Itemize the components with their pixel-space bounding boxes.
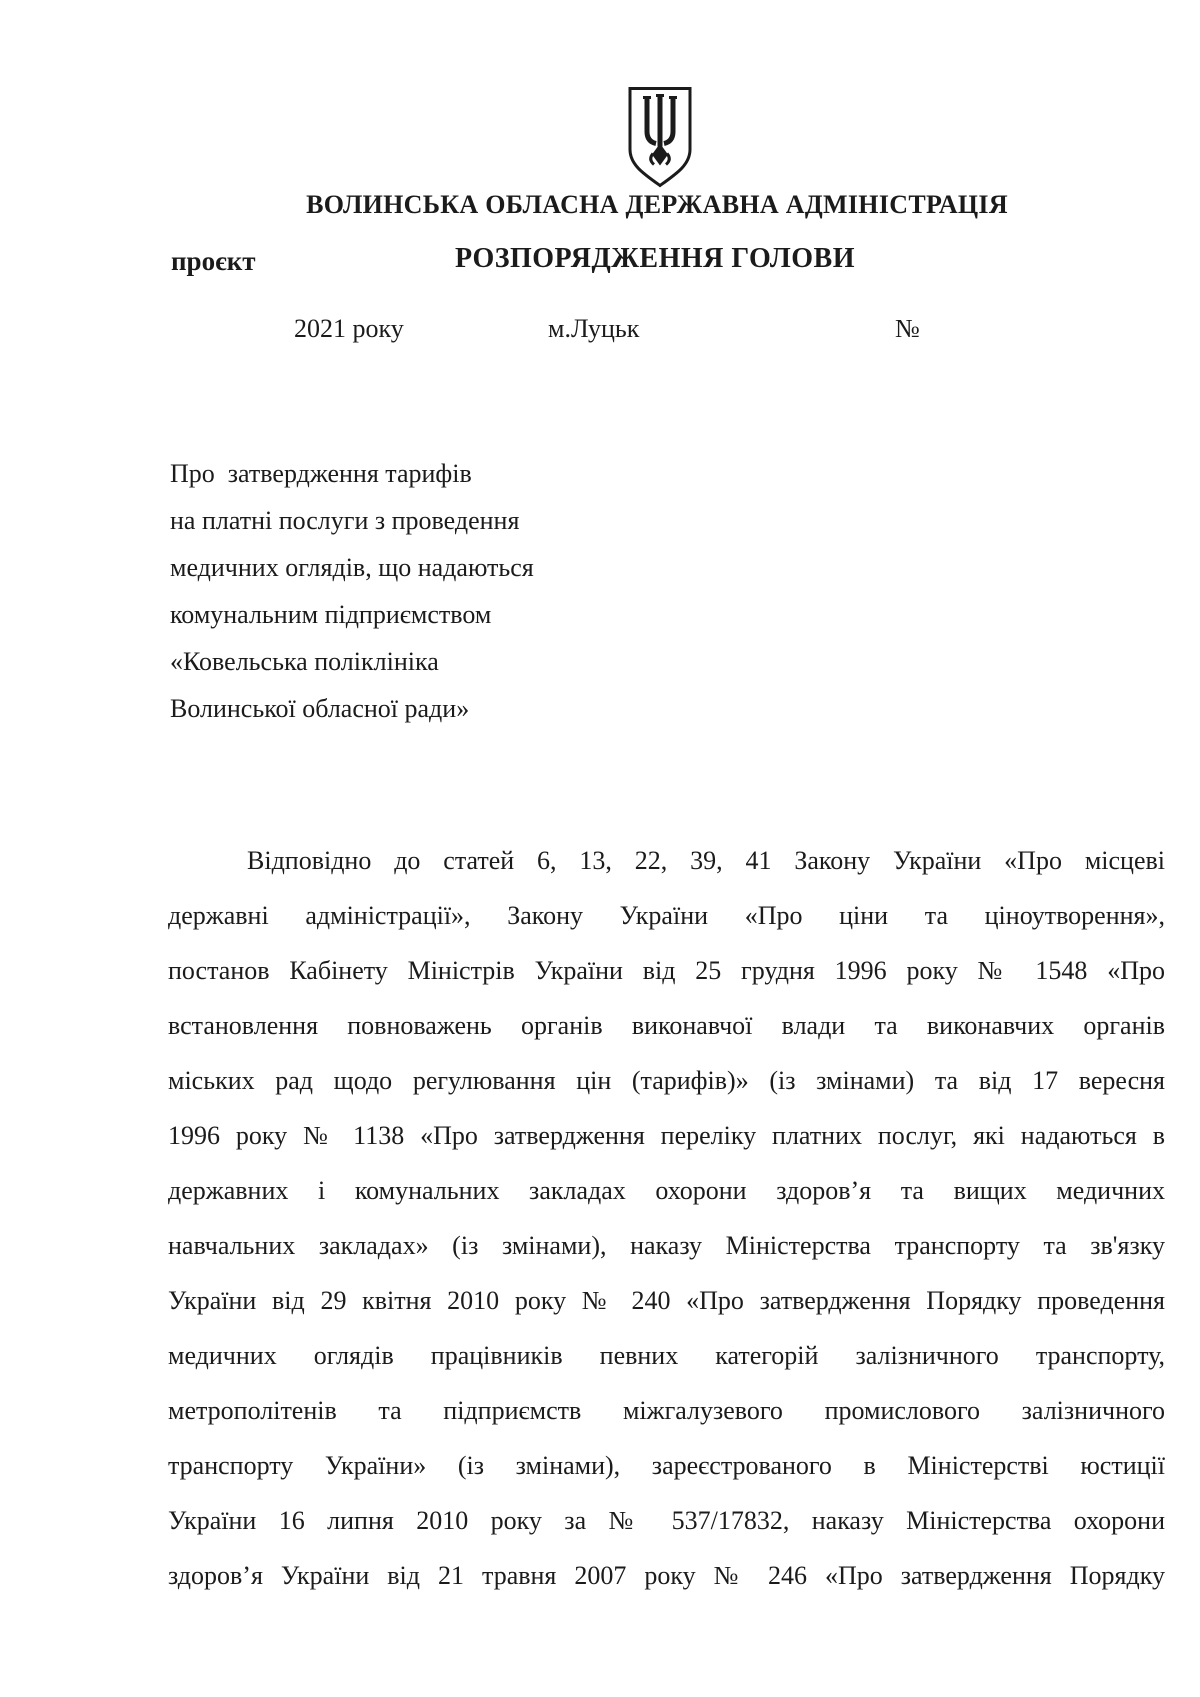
date-line bbox=[0, 314, 1200, 348]
body-line: медичних оглядів працівників певних категорій залізничного транспорту, bbox=[168, 1341, 1165, 1370]
body-line: міських рад щодо регулювання цін (тарифів)» (із змінами) та від 17 вересня bbox=[168, 1066, 1165, 1095]
subject-line: медичних оглядів, що надаються bbox=[170, 553, 534, 582]
body-line: державні адміністрації», Закону України «Про ціни та ціноутворення», bbox=[168, 901, 1165, 930]
body-line: 1996 року № 1138 «Про затвердження переліку платних послуг, які надаються в bbox=[168, 1121, 1165, 1150]
date-year-text: 2021 року bbox=[294, 314, 404, 343]
subject-line: на платні послуги з проведення bbox=[170, 506, 520, 535]
body-line: України 16 липня 2010 року за № 537/17832, наказу Міністерства охорони bbox=[168, 1506, 1165, 1535]
doc-type-title: РОЗПОРЯДЖЕННЯ ГОЛОВИ bbox=[455, 243, 855, 274]
body-line: Відповідно до статей 6, 13, 22, 39, 41 Закону України «Про місцеві bbox=[247, 846, 1165, 875]
body-line: встановлення повноважень органів виконавчої влади та виконавчих органів bbox=[168, 1011, 1165, 1040]
body-line: постанов Кабінету Міністрів України від 25 грудня 1996 року № 1548 «Про bbox=[168, 956, 1165, 985]
body-line: метрополітенів та підприємств міжгалузевого промислового залізничного bbox=[168, 1396, 1165, 1425]
draft-label: проєкт bbox=[171, 246, 256, 276]
subject-line: комунальним підприємством bbox=[170, 600, 492, 629]
place-city-text: м.Луцьк bbox=[548, 314, 640, 343]
org-name-heading: ВОЛИНСЬКА ОБЛАСНА ДЕРЖАВНА АДМІНІСТРАЦІЯ bbox=[306, 190, 1008, 219]
body-line: транспорту України» (із змінами), зареєстрованого в Міністерстві юстиції bbox=[168, 1451, 1165, 1480]
subject-line: «Ковельська поліклініка bbox=[170, 647, 439, 676]
coat-of-arms-ukraine-icon bbox=[626, 86, 694, 189]
subject-block bbox=[170, 450, 534, 732]
subject-line: Волинської обласної ради» bbox=[170, 694, 470, 723]
subject-line: Про затвердження тарифів bbox=[170, 459, 472, 488]
body-line: державних і комунальних закладах охорони здоров’я та вищих медичних bbox=[168, 1176, 1165, 1205]
body-line: здоров’я України від 21 травня 2007 року № 246 «Про затвердження Порядку bbox=[168, 1561, 1165, 1590]
number-sign: № bbox=[895, 314, 920, 343]
body-paragraph bbox=[168, 833, 1165, 1603]
body-line: України від 29 квітня 2010 року № 240 «Про затвердження Порядку проведення bbox=[168, 1286, 1165, 1315]
body-line: навчальних закладах» (із змінами), наказу Міністерства транспорту та зв'язку bbox=[168, 1231, 1165, 1260]
